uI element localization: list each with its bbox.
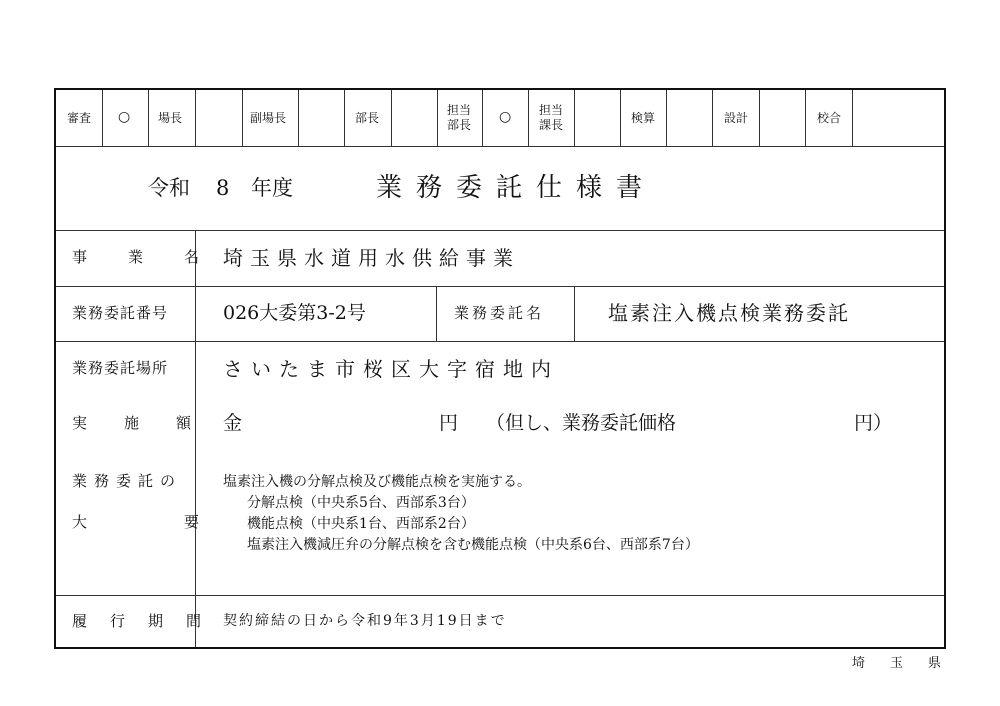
itakumei-value: 塩素注入機点検業務委託 xyxy=(608,301,850,325)
shinsa-circle-mark: ○ xyxy=(118,109,131,125)
tanto-kacho-label-1: 担当 xyxy=(539,103,564,117)
title-year: 8 xyxy=(216,176,230,200)
rule-v xyxy=(574,90,575,146)
sekkei-label: 設計 xyxy=(724,111,749,125)
gaku-label: 実 施 額 xyxy=(72,414,203,432)
rule-label-column xyxy=(195,230,196,647)
gaku-kin: 金 xyxy=(223,412,243,434)
gaiyo-line-3: 機能点検（中央系1台、西部系2台） xyxy=(247,516,475,532)
itakumei-label: 業務委託名 xyxy=(454,304,545,322)
jigyo-label: 事 業 名 xyxy=(72,248,213,266)
title-era: 令和 xyxy=(148,176,190,200)
rule-v xyxy=(852,90,853,146)
bango-label: 業務委託番号 xyxy=(72,304,169,322)
kogo-label: 校合 xyxy=(817,111,842,125)
rule-v xyxy=(436,286,437,341)
kikan-value: 契約締結の日から令和9年3月19日まで xyxy=(223,613,507,629)
gaiyo-line-1: 塩素注入機の分解点検及び機能点検を実施する。 xyxy=(223,474,531,490)
rule-v xyxy=(391,90,392,146)
tanto-kacho-label-2: 課長 xyxy=(539,118,564,132)
gaiyo-line-2: 分解点検（中央系5台、西部系3台） xyxy=(247,495,475,511)
basho-value: さいたま市桜区大字宿地内 xyxy=(223,357,559,381)
kensan-label: 検算 xyxy=(631,111,656,125)
rule-v xyxy=(574,286,575,341)
rule-details-bottom xyxy=(56,595,944,596)
gaiyo-line-4: 塩素注入機減圧弁の分解点検を含む機能点検（中央系6台、西部系7台） xyxy=(247,537,699,553)
rule-v xyxy=(298,90,299,146)
jigyo-value: 埼玉県水道用水供給事業 xyxy=(223,246,520,270)
gaiyo-label-2: 大 要 xyxy=(72,513,213,531)
gaku-yen-close: 円） xyxy=(854,412,893,434)
rule-v xyxy=(148,90,149,146)
rule-v xyxy=(344,90,345,146)
rule-v xyxy=(620,90,621,146)
rule-v xyxy=(482,90,483,146)
rule-v xyxy=(242,90,243,146)
shinsa-label: 審査 xyxy=(67,111,92,125)
tanto-bucho-label-1: 担当 xyxy=(447,103,472,117)
basho-label: 業務委託場所 xyxy=(72,359,169,377)
jocho-label: 場長 xyxy=(158,111,183,125)
document-title: 業務委託仕様書 xyxy=(376,173,657,203)
rule-v xyxy=(666,90,667,146)
rule-v xyxy=(528,90,529,146)
rule-v xyxy=(102,90,103,146)
issuer-prefecture: 埼 玉 県 xyxy=(852,656,948,671)
gaku-yen: 円 xyxy=(439,412,459,434)
rule-v xyxy=(805,90,806,146)
tanto-bucho-label-2: 部長 xyxy=(447,118,472,132)
fukujocho-label: 副場長 xyxy=(250,111,287,125)
bango-value: 026大委第3-2号 xyxy=(223,302,366,324)
kikan-label: 履 行 期 間 xyxy=(72,612,206,630)
rule-jigyo-bottom xyxy=(56,286,944,287)
gaku-tadashi: （但し、業務委託価格 xyxy=(486,412,677,434)
specification-frame xyxy=(54,88,946,649)
rule-v xyxy=(195,90,196,146)
title-nendo: 年度 xyxy=(251,176,293,200)
bucho-label: 部長 xyxy=(355,111,380,125)
rule-v xyxy=(759,90,760,146)
rule-v xyxy=(712,90,713,146)
rule-bango-bottom xyxy=(56,341,944,342)
rule-v xyxy=(437,90,438,146)
rule-title-bottom xyxy=(56,230,944,231)
gaiyo-label-1: 業務委託の xyxy=(72,472,183,490)
tanto-bucho-circle-mark: ○ xyxy=(499,109,512,125)
rule-approval-bottom xyxy=(56,146,944,147)
